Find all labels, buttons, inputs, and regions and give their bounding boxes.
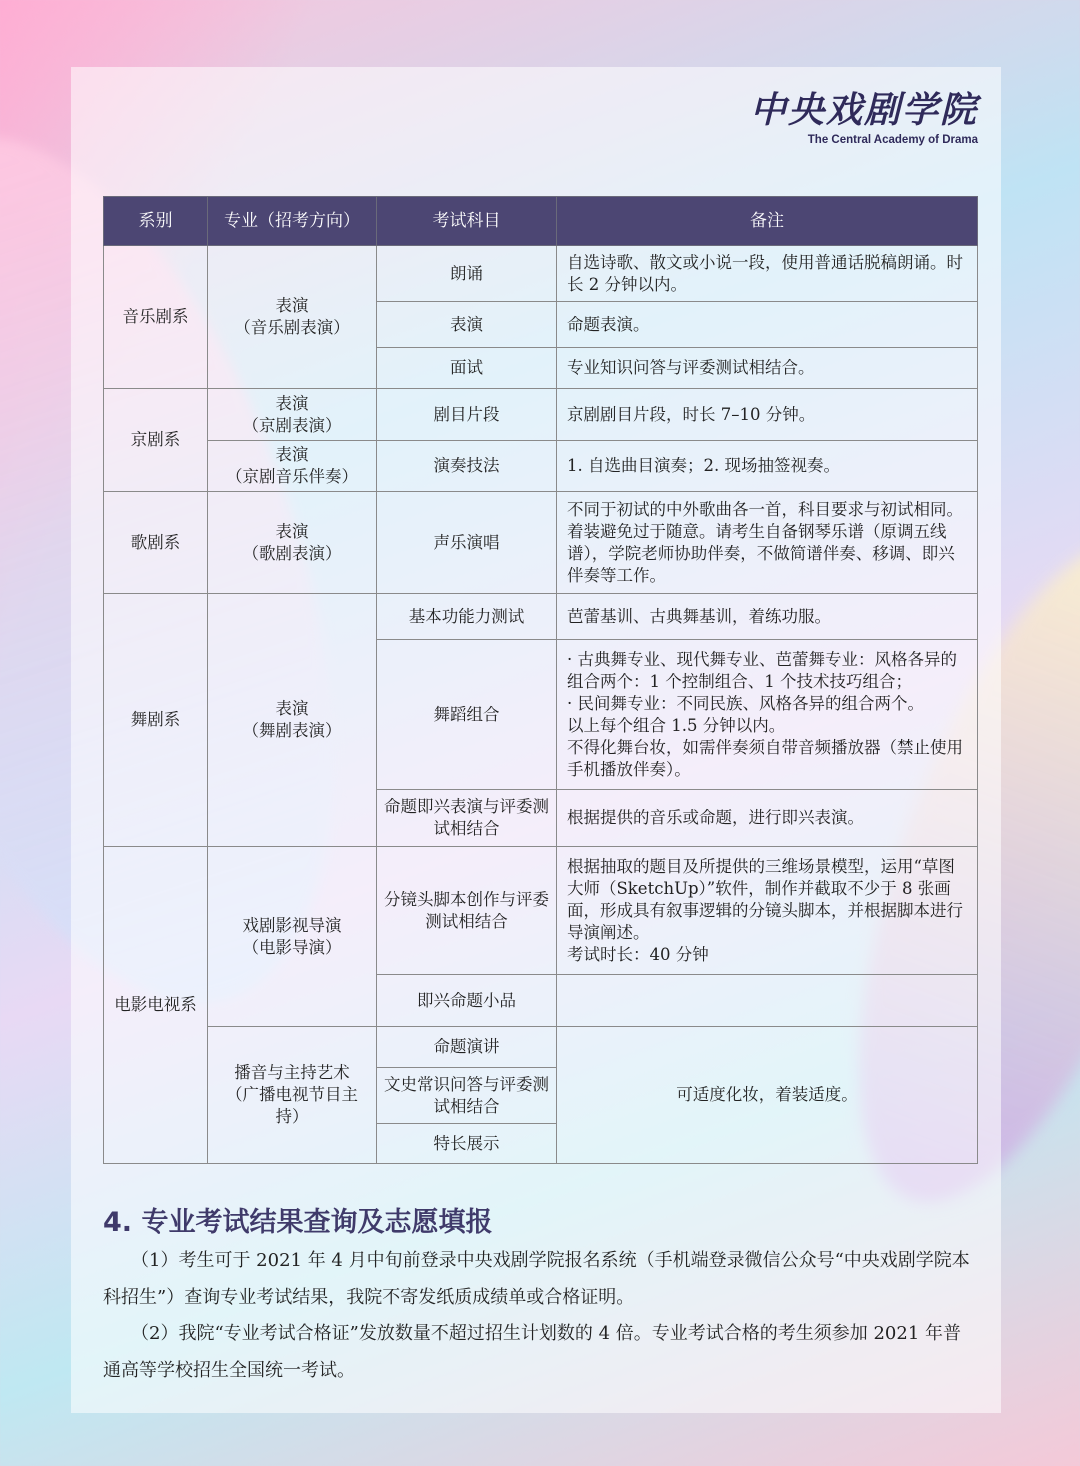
major-line: （京剧表演） (242, 415, 342, 435)
note-cell: 芭蕾基训、古典舞基训，着练功服。 (557, 594, 978, 640)
note-cell: 根据提供的音乐或命题，进行即兴表演。 (557, 790, 978, 847)
note-line: 不得化舞台妆，如需伴奏须自带音频播放器（禁止使用手机播放伴奏）。 (567, 737, 963, 779)
major-line: 表演 (275, 699, 309, 718)
subject-cell: 表演 (377, 302, 557, 348)
major-line: 表演 (275, 445, 309, 464)
major-line: 播音与主持艺术 (234, 1063, 350, 1082)
subject-cell: 命题演讲 (377, 1027, 557, 1068)
subject-cell: 舞蹈组合 (377, 640, 557, 790)
note-line: 以上每个组合 1.5 分钟以内。 (567, 715, 786, 735)
major-line: （歌剧表演） (242, 543, 342, 563)
subject-cell: 朗诵 (377, 246, 557, 302)
subject-cell: 演奏技法 (377, 441, 557, 492)
header-major: 专业（招考方向） (208, 197, 377, 246)
dept-cell: 音乐剧系 (104, 246, 208, 389)
note-cell-empty (557, 975, 978, 1027)
dept-cell: 电影电视系 (104, 847, 208, 1164)
major-line: （京剧音乐伴奏） (226, 467, 358, 486)
subject-cell: 分镜头脚本创作与评委测试相结合 (377, 847, 557, 975)
subject-cell: 命题即兴表演与评委测试相结合 (377, 790, 557, 847)
major-line: （音乐剧表演） (234, 318, 350, 337)
major-line: 表演 (275, 296, 309, 315)
major-cell (208, 389, 377, 441)
dept-cell: 舞剧系 (104, 594, 208, 847)
subject-cell: 即兴命题小品 (377, 975, 557, 1027)
academy-logo (750, 88, 978, 146)
note-cell: 不同于初试的中外歌曲各一首，科目要求与初试相同。着装避免过于随意。请考生自备钢琴乐谱（原调五线谱），学院老师协助伴奏，不做简谱伴奏、移调、即兴伴奏等工作。 (557, 492, 978, 594)
subject-cell: 特长展示 (377, 1124, 557, 1164)
note-cell (557, 640, 978, 790)
table-row (104, 492, 978, 594)
note-line: 根据抽取的题目及所提供的三维场景模型，运用“草图大师（SketchUp）”软件，制作并截取不少于 8 张画面，形成具有叙事逻辑的分镜头脚本，并根据脚本进行导演阐述。 (567, 856, 963, 942)
subject-cell: 文史常识问答与评委测试相结合 (377, 1068, 557, 1124)
table-row (104, 441, 978, 492)
exam-subjects-table (103, 196, 978, 1164)
subject-cell: 声乐演唱 (377, 492, 557, 594)
note-cell: 1. 自选曲目演奏；2. 现场抽签视奏。 (557, 441, 978, 492)
paragraph-2: （2）我院“专业考试合格证”发放数量不超过招生计划数的 4 倍。专业考试合格的考生须参加 2021 年普通高等学校招生全国统一考试。 (103, 1323, 961, 1381)
major-line: 表演 (275, 521, 309, 541)
major-cell (208, 246, 377, 389)
section-title: 4. 专业考试结果查询及志愿填报 (103, 1207, 493, 1238)
major-cell (208, 492, 377, 594)
major-cell (208, 847, 377, 1027)
subject-cell: 剧目片段 (377, 389, 557, 441)
major-line: （舞剧表演） (242, 721, 342, 740)
note-cell: 命题表演。 (557, 302, 978, 348)
note-cell: 可适度化妆，着装适度。 (557, 1027, 978, 1164)
note-line: · 民间舞专业：不同民族、风格各异的组合两个。 (567, 693, 924, 713)
table-row (104, 389, 978, 441)
note-line: · 古典舞专业、现代舞专业、芭蕾舞专业：风格各异的组合两个：1 个控制组合、1 个技术技巧组合； (567, 649, 957, 691)
logo-chinese-name: 中央戏剧学院 (749, 89, 978, 131)
major-line: （广播电视节目主持） (226, 1085, 358, 1126)
major-cell (208, 1027, 377, 1164)
dept-cell: 京剧系 (104, 389, 208, 492)
table-row (104, 1027, 978, 1068)
subject-cell: 基本功能力测试 (377, 594, 557, 640)
note-line: 考试时长：40 分钟 (567, 944, 709, 964)
note-cell: 专业知识问答与评委测试相结合。 (557, 348, 978, 389)
note-cell: 京剧剧目片段，时长 7–10 分钟。 (557, 389, 978, 441)
note-cell: 自选诗歌、散文或小说一段，使用普通话脱稿朗诵。时长 2 分钟以内。 (557, 246, 978, 302)
table-row (104, 847, 978, 975)
major-line: （电影导演） (242, 937, 342, 957)
header-department: 系别 (104, 197, 208, 246)
major-line: 戏剧影视导演 (242, 915, 342, 935)
header-note: 备注 (557, 197, 978, 246)
table-row (104, 246, 978, 302)
subject-cell: 面试 (377, 348, 557, 389)
note-cell (557, 847, 978, 975)
major-cell (208, 441, 377, 492)
major-cell (208, 594, 377, 847)
header-subject: 考试科目 (377, 197, 557, 246)
major-line: 表演 (275, 393, 309, 413)
paragraph-1: （1）考生可于 2021 年 4 月中旬前登录中央戏剧学院报名系统（手机端登录微信公众号“中央戏剧学院本科招生”）查询专业考试结果，我院不寄发纸质成绩单或合格证明。 (103, 1250, 970, 1308)
table-row (104, 594, 978, 640)
dept-cell: 歌剧系 (104, 492, 208, 594)
table-header-row (104, 197, 978, 246)
logo-english-name: The Central Academy of Drama (807, 134, 978, 146)
